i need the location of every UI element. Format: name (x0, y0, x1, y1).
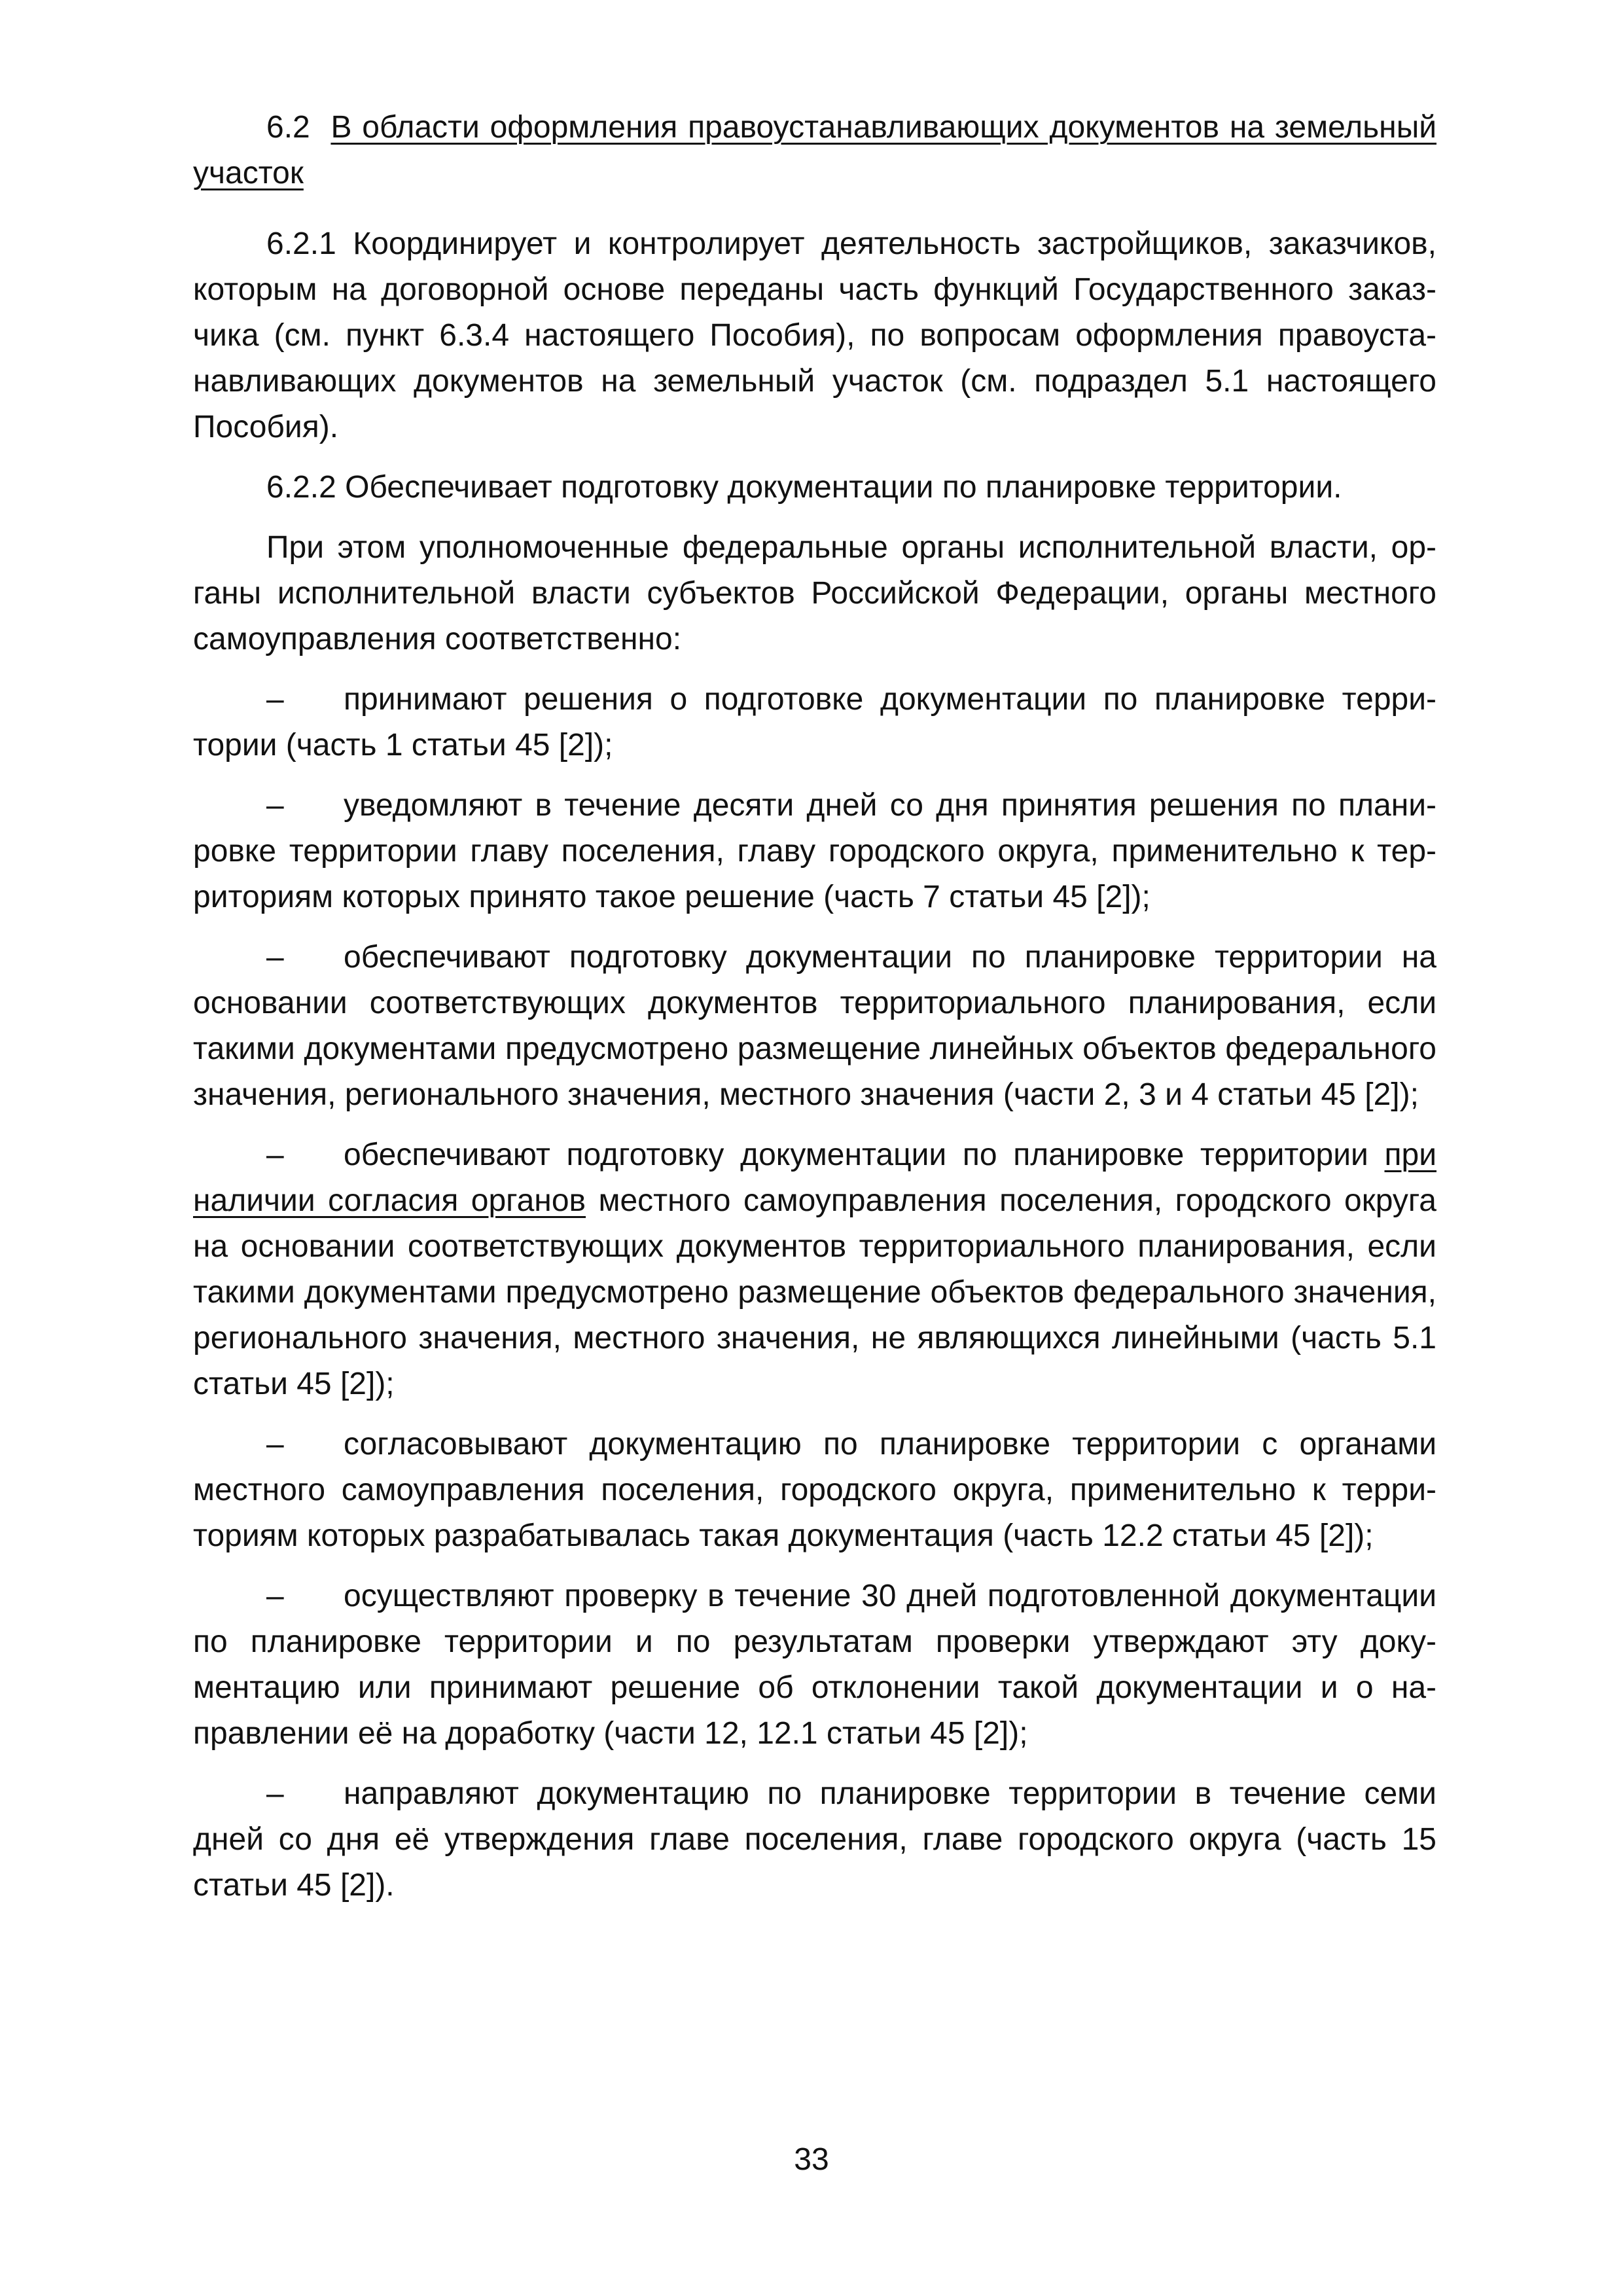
dash-bullet: – (266, 788, 284, 823)
document-page (193, 105, 1436, 1923)
list-item-text: направляют документацию по планировке территории в течение семи дней со дня её утверждения главе поселения, главе городского округа (часть 15 статьи 45 [2]). (193, 1776, 1436, 1903)
section-heading (193, 105, 1436, 196)
list-item (193, 935, 1436, 1118)
list-item (193, 677, 1436, 768)
list-item (193, 1422, 1436, 1559)
list-item-text: обеспечивают подготовку документации по планировке территории (344, 1138, 1385, 1172)
list-item (193, 1573, 1436, 1757)
list-item-text: принимают решения о подготовке документации по планировке территории (часть 1 статьи 45 [2]); (193, 682, 1436, 762)
page-number: 33 (794, 2142, 829, 2177)
list-item-text: согласовывают документацию по планировке территории с органами местного самоуправления поселения, городского округа, применительно к территориям которых разрабатывалась такая документация (часть 12.2 статьи 45 [2]); (193, 1427, 1436, 1553)
dash-bullet: – (266, 940, 284, 975)
dash-bullet: – (266, 682, 284, 717)
list-item-text-continued: местного самоуправления поселения, городского округа на основании соответствующих документов территориального планирования, если такими документами предусмотрено размещение объектов федерального значения, регионального значения, местного значения, не являющихся линейными (часть 5.1 статьи 45 [2]); (193, 1183, 1437, 1401)
list-item-text: обеспечивают подготовку документации по планировке территории на основании соответствующих документов территориального планирования, если такими документами предусмотрено размещение линейных объектов федерального значения, регионального значения, местного значения (части 2, 3 и 4 статьи 45 [2]); (193, 940, 1436, 1112)
dash-bullet: – (266, 1138, 284, 1172)
list-item-text: уведомляют в течение десяти дней со дня принятия решения по планировке территории главу поселения, главу городского округа, применительно к территориям которых принято такое решение (часть 7 статьи 45 [2]); (193, 788, 1436, 914)
dash-bullet: – (266, 1776, 284, 1811)
section-number: 6.2 (266, 110, 310, 145)
paragraph-6-2-2: 6.2.2 Обеспечивает подготовку документации по планировке территории. (266, 470, 1342, 505)
list-item (193, 1132, 1436, 1407)
dash-bullet: – (266, 1579, 284, 1613)
list-item (193, 1771, 1436, 1909)
section-title: В области оформления правоустанавливающих документов на земельный участок (193, 110, 1436, 190)
list-item-text: осуществляют проверку в течение 30 дней подготовленной документации по планировке территории и по результатам проверки утверждают эту документацию или принимают решение об отклонении такой документации и о направлении её на доработку (части 12, 12.1 статьи 45 [2]); (193, 1579, 1436, 1751)
paragraph-6-2-1: 6.2.1 Координирует и контролирует деятельность застройщиков, заказчиков, которым на договорной основе переданы часть функций Государственного заказчика (см. пункт 6.3.4 настоящего Пособия), по вопросам оформления правоустанавливающих документов на земельный участок (см. подраздел 5.1 настоящего Пособия). (193, 226, 1436, 444)
dash-bullet: – (266, 1427, 284, 1462)
underlined-phrase: при наличии согласия органов (193, 1138, 1436, 1218)
list-item (193, 783, 1436, 920)
paragraph-intro: При этом уполномоченные федеральные органы исполнительной власти, органы исполнительной власти субъектов Российской Федерации, органы местного самоуправления соответственно: (193, 530, 1436, 656)
